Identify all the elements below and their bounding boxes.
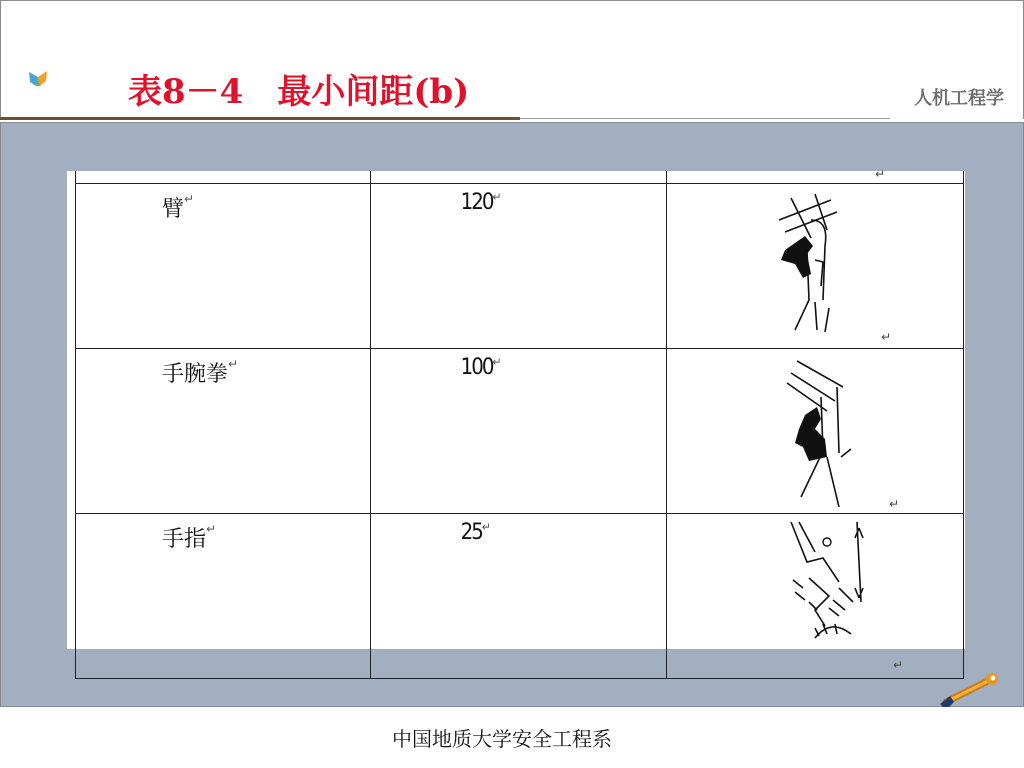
header-rule-light <box>520 118 890 119</box>
min-distance-value: 25 <box>460 520 482 545</box>
min-distance-value: 100 <box>460 355 493 380</box>
table-row <box>76 514 964 679</box>
wrench-icon[interactable] <box>938 672 1002 712</box>
return-mark: ↵ <box>492 190 500 204</box>
arm-clearance-sketch <box>771 190 851 340</box>
body-part-label: 手指 <box>162 527 207 552</box>
course-name: 人机工程学 <box>914 88 1004 109</box>
table-row <box>76 184 964 349</box>
return-mark: ↵ <box>206 522 217 536</box>
finger-clearance-sketch <box>779 518 869 640</box>
return-mark: ↵ <box>481 520 489 534</box>
body-part-label: 手腕拳 <box>162 362 229 387</box>
body-part-label: 臂 <box>162 197 185 222</box>
min-distance-table <box>67 167 965 672</box>
slide-header <box>0 0 1024 122</box>
return-mark: ↵ <box>892 658 903 672</box>
table-row-top <box>76 171 964 184</box>
footer-text: 中国地质大学安全工程系 <box>392 727 612 751</box>
return-mark: ↵ <box>184 192 195 206</box>
butterfly-logo-icon <box>27 68 49 90</box>
return-mark: ↵ <box>492 355 500 369</box>
return-mark: ↵ <box>228 357 239 371</box>
return-mark: ↵ <box>880 330 891 344</box>
header-rule-dark <box>0 117 520 120</box>
return-mark: ↵ <box>874 167 885 181</box>
wrist-clearance-sketch <box>781 357 861 507</box>
table <box>75 167 964 679</box>
min-distance-value: 120 <box>460 190 493 215</box>
return-mark: ↵ <box>888 497 899 511</box>
slide-footer <box>0 707 1024 768</box>
table-row <box>76 349 964 514</box>
slide-title: 表8－4 最小间距(b) <box>128 72 470 112</box>
